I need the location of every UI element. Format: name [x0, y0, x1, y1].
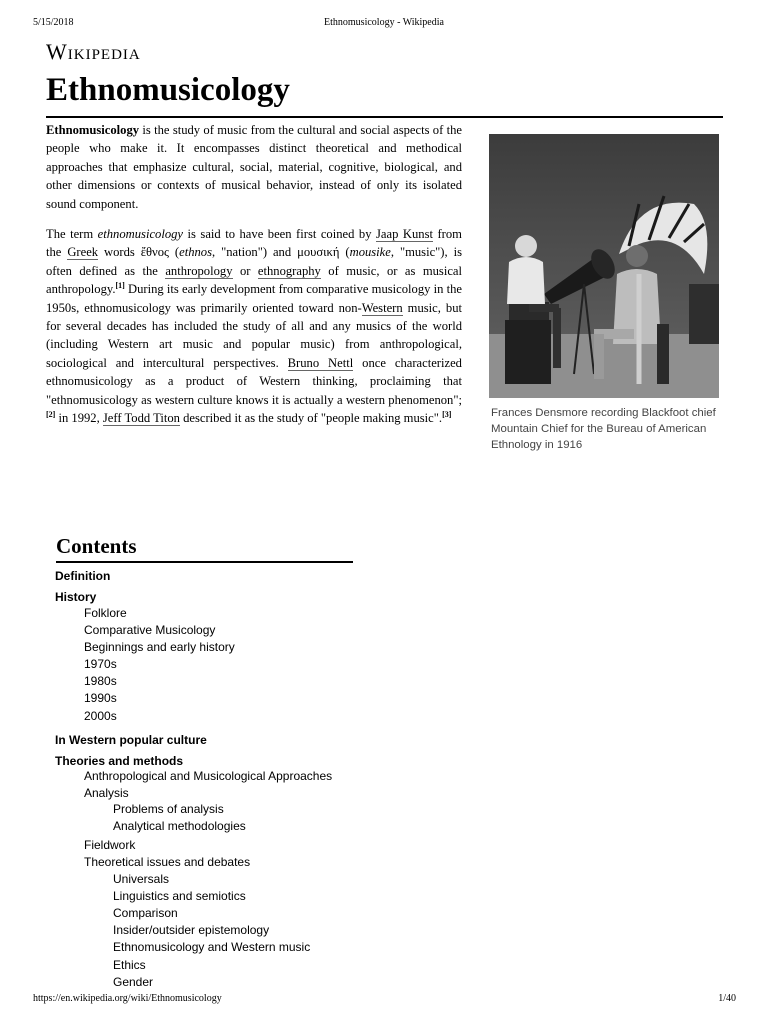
toc-item[interactable]: Problems of analysis [113, 802, 224, 816]
reference-3[interactable]: [3] [442, 409, 452, 419]
toc-item[interactable]: 2000s [84, 709, 117, 723]
intro-paragraph: Ethnomusicology is the study of music from the cultural and social aspects of the people who make it. It encompasses distinct theoretical and methodical approaches that emphasize cultural, social, material, cognitive, biological, and other dimensions or contexts of musical behavior, instead of only its isolated sound component. [46, 123, 462, 211]
toc-item[interactable]: 1990s [84, 691, 117, 705]
reference-2[interactable]: [2] [46, 409, 56, 419]
toc-item[interactable]: Folklore [84, 606, 127, 620]
print-page-number: 1/40 [718, 993, 736, 1004]
toc-item[interactable]: Gender [113, 975, 154, 989]
toc-item[interactable]: History [55, 590, 97, 604]
toc-item[interactable]: Ethnomusicology and Western music [113, 940, 311, 954]
link-greek[interactable]: Greek [67, 245, 99, 260]
toc-item[interactable]: Anthropological and Musicological Approaches [84, 769, 333, 783]
toc-item[interactable]: Comparative Musicology [84, 623, 216, 637]
toc-item[interactable]: Insider/outsider epistemology [113, 923, 270, 937]
toc-item[interactable]: Linguistics and semiotics [113, 889, 246, 903]
toc-item[interactable]: 1970s [84, 657, 117, 671]
toc-item[interactable]: Theoretical issues and debates [84, 855, 251, 869]
link-bruno-nettl[interactable]: Bruno Nettl [287, 355, 354, 370]
densmore-photo[interactable] [489, 134, 719, 398]
toc-item[interactable]: In Western popular culture [55, 733, 207, 747]
print-title: Ethnomusicology - Wikipedia [324, 17, 444, 28]
toc-item[interactable]: Universals [113, 872, 170, 886]
toc-item[interactable]: 1980s [84, 674, 117, 688]
link-western[interactable]: Western [361, 300, 403, 315]
toc-item[interactable]: Theories and methods [55, 754, 184, 768]
print-url: https://en.wikipedia.org/wiki/Ethnomusicology [33, 993, 222, 1004]
link-anthropology[interactable]: anthropology [165, 263, 233, 278]
link-jeff-todd-titon[interactable]: Jeff Todd Titon [102, 411, 180, 426]
etymology-paragraph: The term ethnomusicology is said to have been first coined by Jaap Kunst from the Greek words ἔθνος (ethnos, "nation") and μουσική (mousike, "music"), is often defined as the anthropology or ethnography of music, or as musical anthropology.[1] During its early development from comparative musicology in the 1950s, ethnomusicology was primarily oriented toward non-Western music, but for several decades has included the study of all and any musics of the world (including Western art music and popular music) from anthropological, sociological and intercultural perspectives. Bruno Nettl once characterized ethnomusicology as a product of Western thinking, proclaiming that "ethnomusicology as western culture knows it is actually a western phenomenon";[2] in 1992, Jeff Todd Titon described it as the study of "people making music".[3] [46, 227, 462, 426]
photo-illustration [489, 134, 719, 398]
toc-item[interactable]: Comparison [113, 906, 178, 920]
print-date: 5/15/2018 [33, 17, 74, 28]
toc-item[interactable]: Beginnings and early history [84, 640, 235, 654]
contents-heading: Contents [56, 534, 137, 558]
wikipedia-logo[interactable]: Wikipedia [46, 39, 141, 64]
toc-item[interactable]: Ethics [113, 958, 146, 972]
title-divider [46, 116, 723, 118]
link-ethnography[interactable]: ethnography [257, 263, 321, 278]
photo-caption: Frances Densmore recording Blackfoot chief Mountain Chief for the Bureau of American Ethnology in 1916 [491, 407, 716, 451]
toc-item[interactable]: Analysis [84, 786, 129, 800]
page-title: Ethnomusicology [46, 72, 290, 108]
reference-1[interactable]: [1] [115, 281, 125, 291]
contents-divider [56, 561, 353, 563]
link-jaap-kunst[interactable]: Jaap Kunst [376, 227, 433, 242]
toc-item[interactable]: Fieldwork [84, 838, 136, 852]
toc-item[interactable]: Definition [55, 569, 111, 583]
article-body [46, 121, 462, 438]
lead-term: Ethnomusicology [46, 123, 140, 137]
toc-item[interactable]: Analytical methodologies [113, 819, 246, 833]
